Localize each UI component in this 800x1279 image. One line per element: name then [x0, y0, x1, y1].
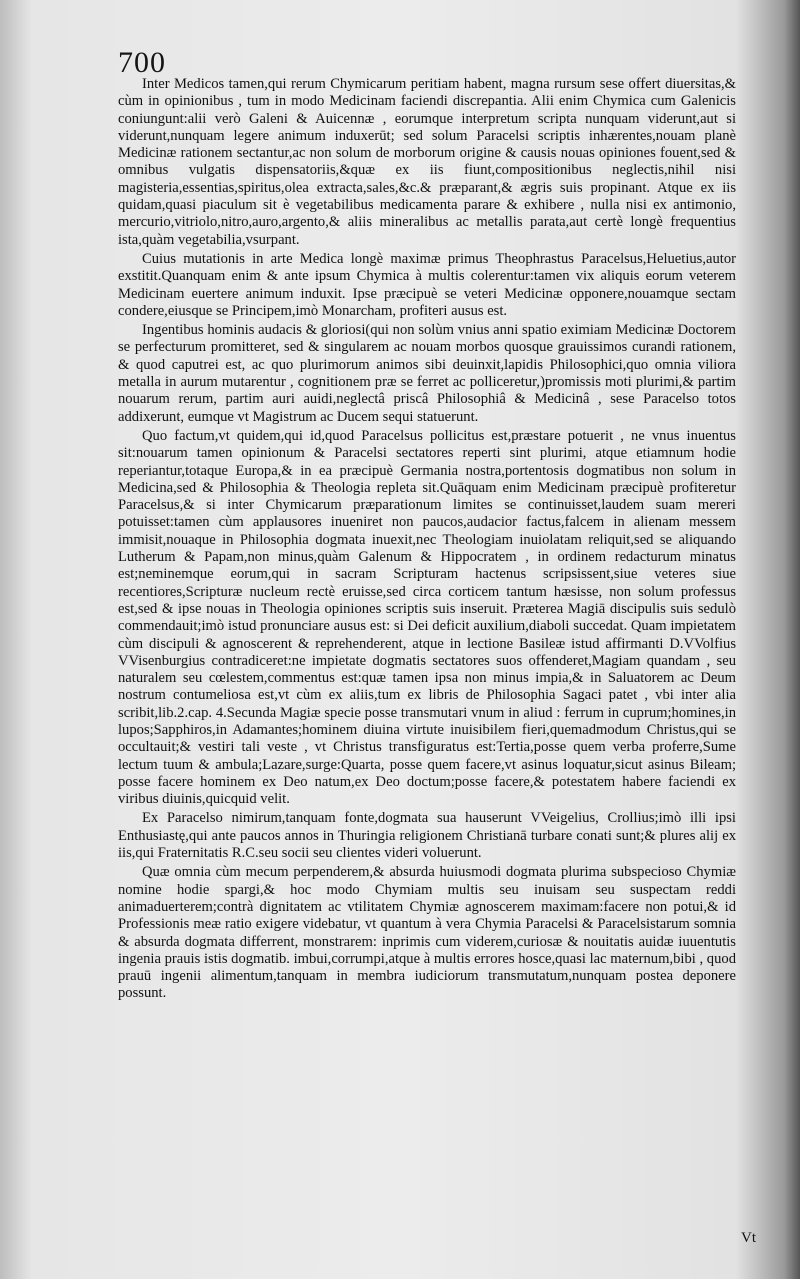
paragraph-2: Cuius mutationis in arte Medica longè maximæ primus Theophrastus Paracelsus,Heluetius,autor exstitit.Quanquam enim & ante ipsum Chymica à multis colerentur:tamen vix aliquis eorum veterem Medicinam euertere animum induxit. Ipse præcipuè se veteri Medicinæ opponere,nouamque sectam condere,eiusque se Principem,imò Monarcham, profiteri ausus est. — [118, 250, 736, 319]
catchword: Vt — [741, 1230, 756, 1246]
paragraph-5: Ex Paracelso nimirum,tanquam fonte,dogmata sua hauserunt VVeigelius, Crollius;imò illi ipsi Enthusiastę,qui ante paucos annos in Thuringia religionem Christianā turbare conati sunt;& plures alij ex iis,qui Fraternitatis R.C.seu socii seu clientes videri voluerunt. — [118, 810, 736, 862]
page-number: 700 — [118, 46, 166, 79]
body-text — [118, 76, 736, 1005]
paragraph-1: Inter Medicos tamen,qui rerum Chymicarum peritiam habent, magna rursum sese offert diuersitas,& cùm in opinionibus , tum in modo Medicinam faciendi discrepantia. Alii enim Chymica cum Galenicis coniungunt:alii verò Galeni & Auicennæ , eorumque interpretum scripta nunquam viderunt,aut si viderunt,nunquam legere animum induxerūt; sed solum Paracelsi scriptis inhærentes,nouam planè Medicinæ rationem sectantur,ac non solum de morborum origine & causis nouas opiniones fouent,sed & omnibus vulgatis dispensatoriis,&quæ ex iis fiunt,compositionibus neglectis,nihil nisi magisteria,essentias,spiritus,olea extracta,sales,&c.& præparant,& ægris suis propinant. Atque ex iis quidam,quasi piaculum sit è vegetabilibus medicamenta parare & exhibere , nulla nisi ex antimonio, mercurio,vitriolo,nitro,auro,argento,& aliis mineralibus ac metallis parata,aut certè longè frequentius ista,quàm vegetabilia,vsurpant. — [118, 76, 736, 248]
paragraph-4: Quo factum,vt quidem,qui id,quod Paracelsus pollicitus est,præstare potuerit , ne vnus inuentus sit:nouarum tamen opinionum & Paracelsi sectatores reperti sint plurimi, atque etiamnum hodie reperiantur,totaque Europa,& in ea præcipuè Germania nostra,portentosis dogmatibus non solum in Medicina,sed & Philosophia & Theologia repleta sit.Quāquam enim Medicinam præcipuè profiteretur Paracelsus,& si inter Chymicarum præparationum limites se continuisset,laudem suam mereri potuisset:tamen cùm applausores inueniret non paucos,audacior factus,falcem in alienam messem immisit,nouaque in Philosophia dogmata inuexit,nec Theologiam inuiolatam reliquit,sed se aliquando Lutherum & Papam,non minus,quàm Galenum & Hippocratem , in ordinem redacturum minatus est;neminemque eorum,qui in sacram Scripturam hactenus scripsissent,siue veteres siue recentiores,Scripturæ nucleum rectè eruisse,sed circa corticem tantum hæsisse, non solum professus est,sed & ipse nouas in Theologia opiniones scriptis suis inseruit. Præterea Magiā discipulis suis sedulò commendauit;imò istud pronunciare ausus est: si Dei deficit auxilium,diaboli succedat. Quam impietatem cùm discipuli & agnoscerent & reprehenderent, atque in lectione Basileæ istud affirmanti D.VVolfius VVisenburgius contradiceret:ne impietate dogmatis sectatores suos offenderet,Magiam quandam , seu naturalem seu cœlestem,commentus est:quæ tamen ipsa non minus impia,& in Saluatorem ac Deum nostrum contumeliosa est,vt cùm ex aliis,tum ex libris de Philosophia Sagaci patet , vbi inter alia scribit,lib.2.cap. 4.Secunda Magiæ specie posse transmutari vnum in aliud : ferrum in cuprum;homines,in lupos;Sapphiros,in Adamantes;hominem diuina virtute inuisibilem fieri,quemadmodum Christus,qui se occultauit;& vestiri tali veste , vt Christus transfiguratus est:Tertia,posse quem verba proferre,Sume lectum tuum & ambula;Lazare,surge:Quarta, posse quem facere,vt asinus loquatur,sicut asinus Bileam; posse facere hominem ex Deo natum,ex Deo doctum;posse facere,& potestatem habere faciendi ex viribus diuinis,quicquid velit. — [118, 427, 736, 808]
paragraph-6: Quæ omnia cùm mecum perpenderem,& absurda huiusmodi dogmata plurima subspecioso Chymiæ nomine hodie spargi,& hoc modo Chymiam multis seu inuisam seu suspectam reddi animaduerterem;contrà dignitatem ac vtilitatem Chymiæ agnoscerem maximam:facere non potui,& id Professionis meæ ratio exigere videbatur, vt quantum à vera Chymia Paracelsi & Paracelsistarum somnia & absurda dogmata differrent, monstrarem: inprimis cum viderem,curiosæ & nouitatis auidæ iuuentutis ingenia prauis istis dogmatib. imbui,corrumpi,atque à multis errores hosce,quasi lac maternum,bibi , quod prauū ingenii alimentum,tanquam in membra iudiciorum transmutatum,nunquam postea deponere possunt. — [118, 864, 736, 1002]
paragraph-3: Ingentibus hominis audacis & gloriosi(qui non solùm vnius anni spatio eximiam Medicinæ Doctorem se perfecturum promitteret, sed & singularem ac nouam morbos quosque grauissimos curandi rationem, & quod caputrei est, ac quo plurimorum animos sibi deuinxit,lapidis Philosophici,quo omnia viliora metalla in aurum mutarentur , cognitionem præ se ferret ac polliceretur,)promissis moti plurimi,& partim nouarum rerum, partim auri auidi,neglectâ priscâ Philosophiâ & Medicinâ , sese Paracelso totos addixerunt, eumque vt Magistrum ac Ducem sequi statuerunt. — [118, 322, 736, 425]
